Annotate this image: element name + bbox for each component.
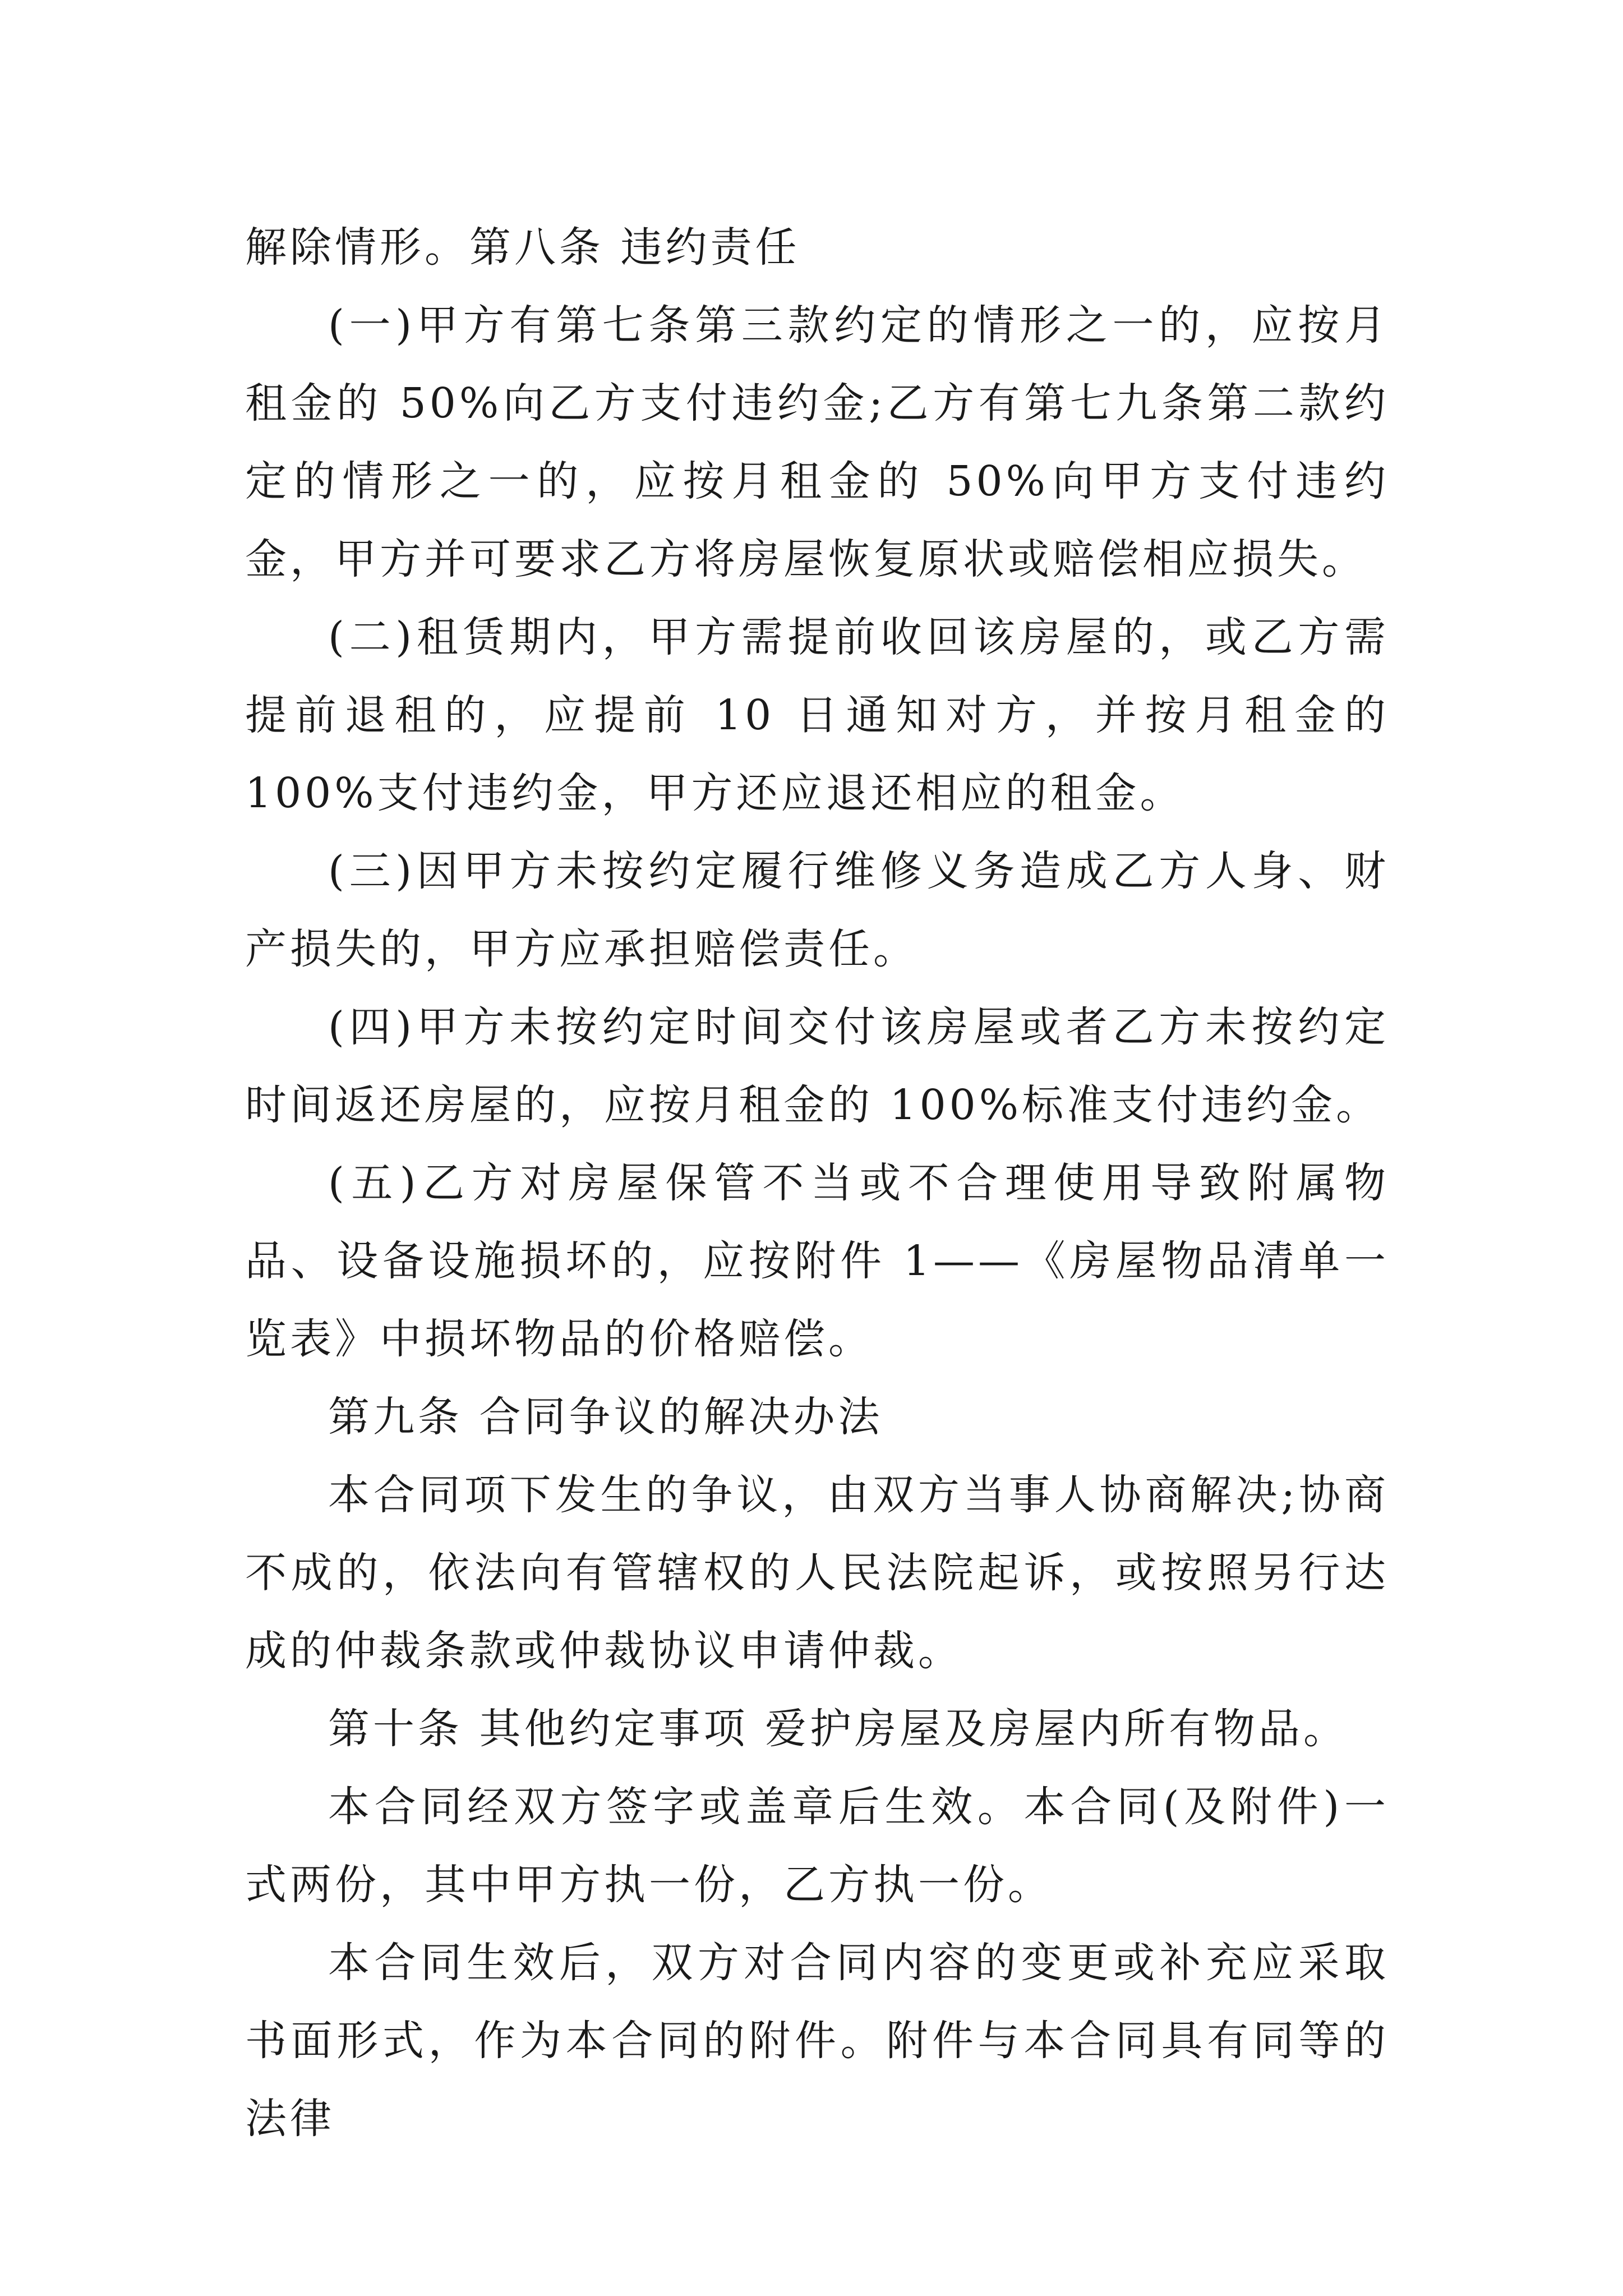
paragraph-dispute-resolution: 本合同项下发生的争议，由双方当事人协商解决;协商不成的，依法向有管辖权的人民法院起诉，或按照另行达成的仲裁条款或仲裁协议申请仲裁。 <box>245 1471 1389 1675</box>
paragraph-clause-3: (三)因甲方未按约定履行维修义务造成乙方人身、财产损失的，甲方应承担赔偿责任。 <box>245 847 1389 973</box>
paragraph-clause-2: (二)租赁期内，甲方需提前收回该房屋的，或乙方需提前退租的，应提前 10 日通知对方，并按月租金的 100%支付违约金，甲方还应退还相应的租金。 <box>245 613 1389 817</box>
paragraph-clause-4: (四)甲方未按约定时间交付该房屋或者乙方未按约定时间返还房屋的，应按月租金的 100%标准支付违约金。 <box>245 1003 1389 1129</box>
paragraph-effectiveness: 本合同经双方签字或盖章后生效。本合同(及附件)一式两份，其中甲方执一份，乙方执一份。 <box>245 1783 1389 1909</box>
paragraph-amendments: 本合同生效后，双方对合同内容的变更或补充应采取书面形式，作为本合同的附件。附件与本合同具有同等的法律 <box>245 1939 1389 2143</box>
paragraph-clause-5: (五)乙方对房屋保管不当或不合理使用导致附属物品、设备设施损坏的，应按附件 1——《房屋物品清单一览表》中损坏物品的价格赔偿。 <box>245 1159 1389 1363</box>
section-heading-article-9: 第九条 合同争议的解决办法 <box>328 1393 883 1441</box>
paragraph-clause-1: (一)甲方有第七条第三款约定的情形之一的，应按月租金的 50%向乙方支付违约金;乙方有第七九条第二款约定的情形之一的，应按月租金的 50%向甲方支付违约金，甲方并可要求乙方将房屋恢复原状或赔偿相应损失。 <box>245 301 1389 583</box>
paragraph-termination-heading: 解除情形。第八条 违约责任 <box>245 223 800 272</box>
document-body <box>245 209 1389 2158</box>
section-heading-article-10: 第十条 其他约定事项 爱护房屋及房屋内所有物品。 <box>328 1705 1349 1753</box>
